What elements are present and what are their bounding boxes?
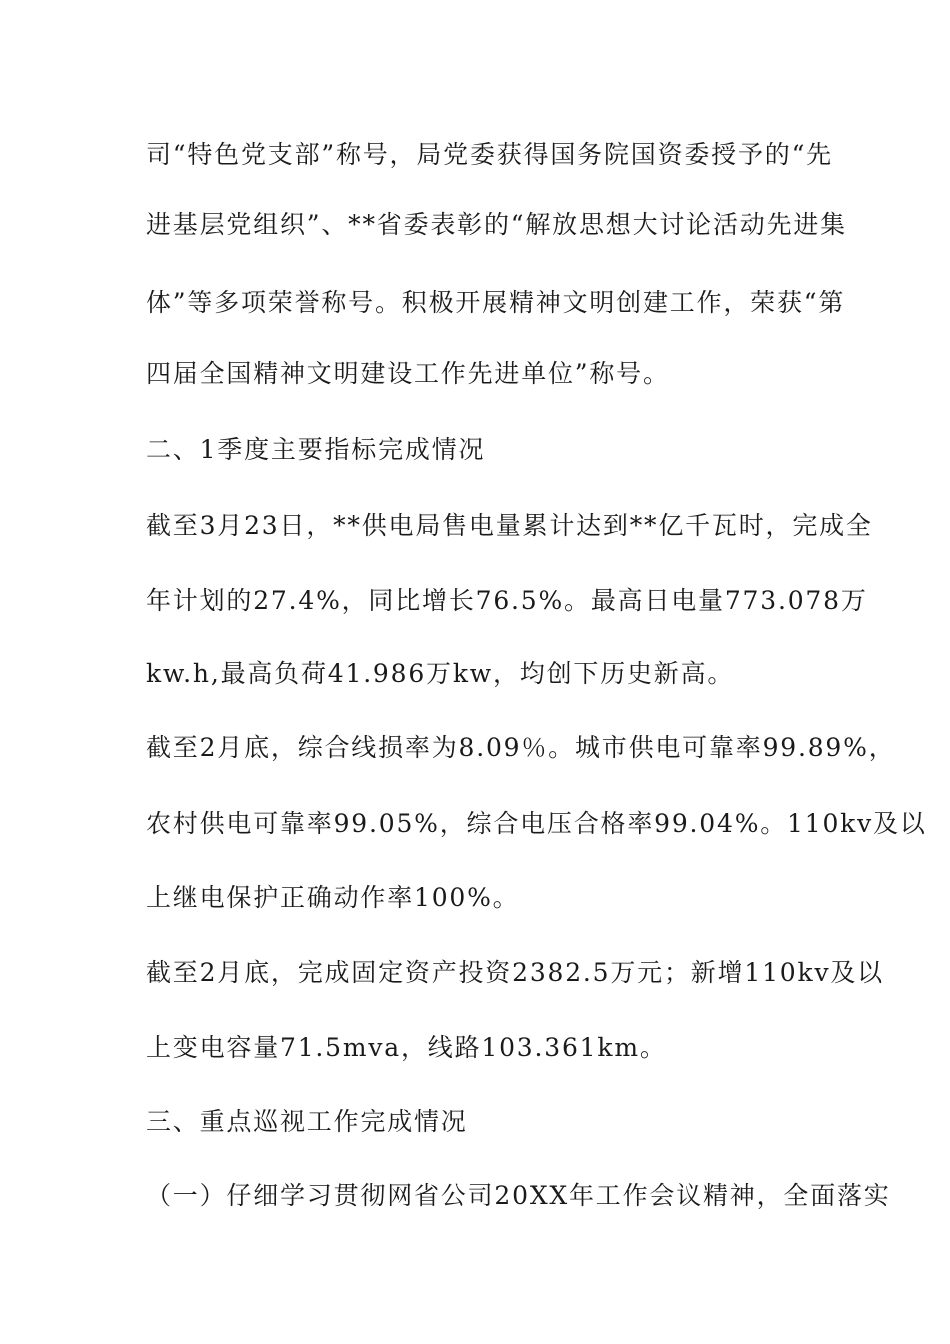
- paragraph-line: （一）仔细学习贯彻网省公司20XX年工作会议精神，全面落实: [146, 1181, 891, 1210]
- paragraph-line: 四届全国精神文明建设工作先进单位”称号。: [146, 359, 670, 388]
- paragraph-line: 上继电保护正确动作率100%。: [146, 883, 520, 912]
- section-heading: 三、重点巡视工作完成情况: [146, 1107, 468, 1136]
- paragraph-line: kw.h,最高负荷41.986万kw，均创下历史新高。: [146, 659, 735, 688]
- paragraph-line: 司“特色党支部”称号，局党委获得国务院国资委授予的“先: [146, 140, 833, 169]
- paragraph-line: 体”等多项荣誉称号。积极开展精神文明创建工作，荣获“第: [146, 288, 846, 317]
- paragraph-line: 截至2月底，综合线损率为8.09％。城市供电可靠率99.89%，: [146, 733, 896, 762]
- paragraph-line: 进基层党组织”、**省委表彰的“解放思想大讨论活动先进集: [146, 210, 847, 239]
- paragraph-line: 截至2月底，完成固定资产投资2382.5万元；新增110kv及以: [146, 958, 884, 987]
- paragraph-line: 上变电容量71.5mva，线路103.361km。: [146, 1033, 667, 1062]
- paragraph-line: 年计划的27.4%，同比增长76.5%。最高日电量773.078万: [146, 586, 868, 615]
- paragraph-line: 农村供电可靠率99.05%，综合电压合格率99.04%。110kv及以: [146, 809, 927, 838]
- paragraph-line: 截至3月23日，**供电局售电量累计达到**亿千瓦时，完成全: [146, 511, 873, 540]
- section-heading: 二、1季度主要指标完成情况: [146, 435, 486, 464]
